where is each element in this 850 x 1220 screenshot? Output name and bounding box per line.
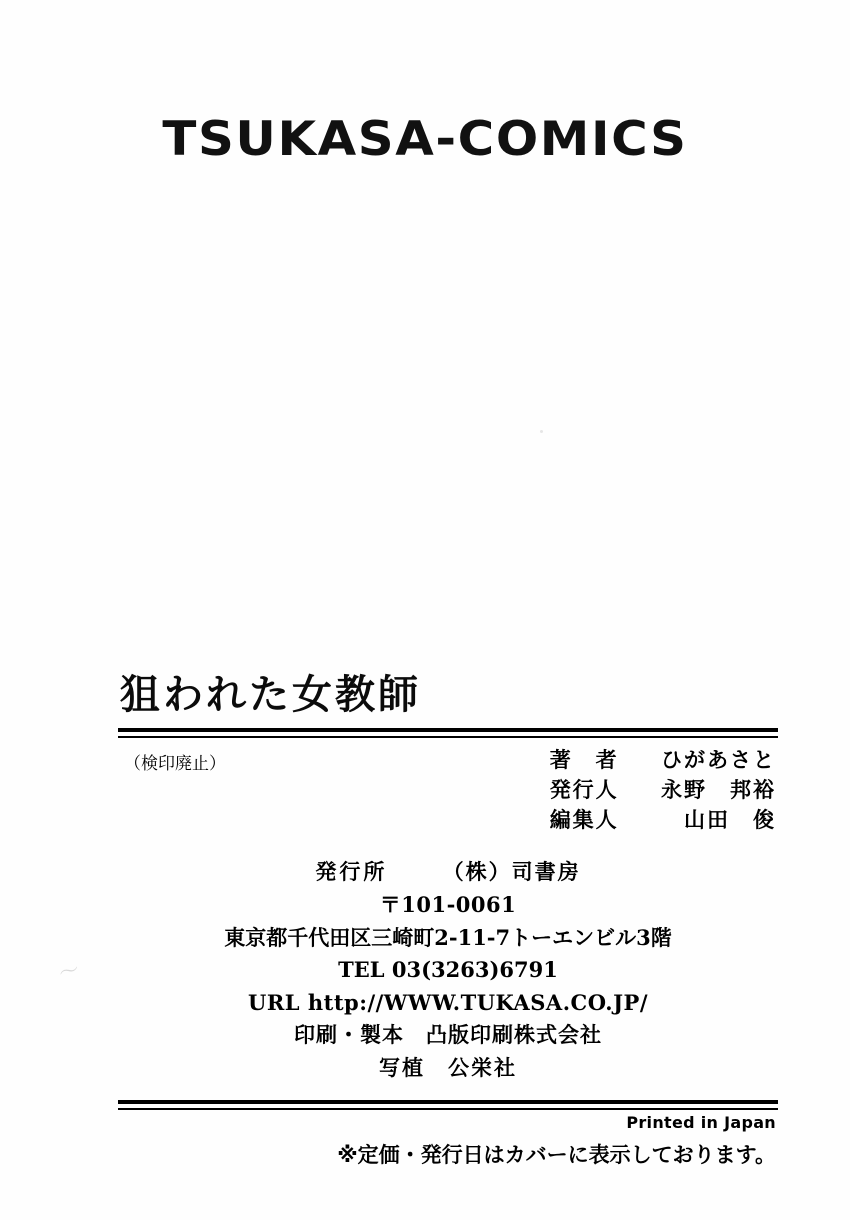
staff-name-editor: 山田 俊	[684, 806, 776, 832]
divider-top-thin	[118, 736, 778, 738]
footer-dividers	[118, 1100, 778, 1110]
printed-in-japan: Printed in Japan	[626, 1113, 776, 1133]
postal-code: 〒101-0061	[379, 891, 517, 917]
staff-name-author: ひがあさと	[661, 747, 776, 772]
seal-abolished-note: （検印廃止）	[124, 754, 226, 774]
book-title: 狙われた女教師	[120, 672, 421, 718]
publisher-name: （株）司書房	[442, 859, 581, 885]
staff-list	[550, 745, 778, 834]
colophon-block	[118, 672, 778, 1169]
imprint-logo: TSUKASA-COMICS	[162, 112, 688, 167]
credit-row	[118, 745, 778, 834]
paper-speck	[540, 430, 543, 433]
price-date-note: ※定価・発行日はカバーに表示しております。	[337, 1143, 776, 1168]
website-url[interactable]: URL http://WWW.TUKASA.CO.JP/	[248, 989, 648, 1015]
staff-name-publisher-person: 永野 邦裕	[661, 776, 776, 802]
divider-bottom-thin	[118, 1108, 778, 1110]
ink-smudge: 〜	[55, 956, 83, 986]
telephone-line: TEL 03(3263)6791	[338, 957, 558, 983]
staff-role-author: 著 者	[549, 747, 619, 772]
typesetting-line: 写植 公栄社	[379, 1054, 517, 1080]
address-line: 東京都千代田区三崎町2-11-7トーエンビル3階	[224, 924, 672, 950]
printing-binding-line: 印刷・製本 凸版印刷株式会社	[294, 1022, 602, 1048]
staff-row-publisher-person	[550, 775, 776, 805]
staff-row-author	[550, 745, 776, 775]
publisher-role-label: 発行所	[315, 859, 388, 885]
staff-row-editor	[550, 805, 776, 835]
staff-role-publisher-person: 発行人	[549, 776, 619, 802]
publisher-row	[118, 856, 778, 889]
staff-role-editor: 編集人	[549, 806, 619, 832]
publisher-block	[118, 856, 778, 1084]
